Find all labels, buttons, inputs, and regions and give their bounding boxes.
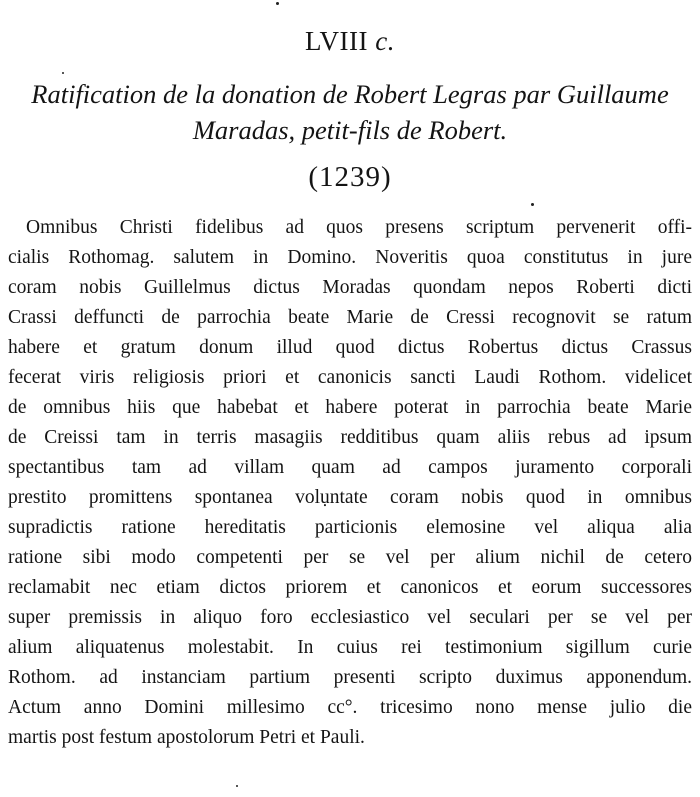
- charter-date: (1239): [308, 161, 392, 193]
- body-line: spectantibus tam ad villam quam ad campos juramento corporali: [8, 457, 692, 478]
- charter-title-line-2: Maradas, petit-fils de Robert.: [192, 115, 508, 145]
- body-line: habere et gratum donum illud quod dictus Robertus dictus Crassus: [8, 337, 692, 358]
- charter-number-suffix: c.: [375, 26, 395, 56]
- charter-title: [4, 76, 696, 148]
- scan-speck: [236, 785, 238, 787]
- charter-number: LVIII: [305, 26, 368, 56]
- charter-number-heading: [0, 26, 700, 56]
- body-line: super premissis in aliquo foro ecclesiastico vel seculari per se vel per: [8, 607, 692, 628]
- body-line: Omnibus Christi fidelibus ad quos presens scriptum pervenerit offi-: [26, 217, 692, 238]
- body-line: supradictis ratione hereditatis particionis elemosine vel aliqua alia: [8, 517, 692, 538]
- body-line: coram nobis Guillelmus dictus Moradas quondam nepos Roberti dicti: [8, 277, 692, 298]
- scan-speck: [276, 2, 279, 5]
- body-line: Crassi deffuncti de parrochia beate Marie de Cressi recognovit se ratum: [8, 307, 692, 328]
- body-line: prestito promittens spontanea volụntate coram nobis quod in omnibus: [8, 487, 692, 508]
- body-line: martis post festum apostolorum Petri et Pauli.: [8, 727, 365, 748]
- body-line: de omnibus hiis que habebat et habere poterat in parrochia beate Marie: [8, 397, 692, 418]
- body-line: cialis Rothomag. salutem in Domino. Noveritis quoa constitutus in jure: [8, 247, 692, 268]
- charter-body: [8, 213, 692, 753]
- body-line: de Creissi tam in terris masagiis redditibus quam aliis rebus ad ipsum: [8, 427, 692, 448]
- scan-speck: [531, 203, 534, 206]
- body-line: reclamabit nec etiam dictos priorem et canonicos et eorum successores: [8, 577, 692, 598]
- body-line: alium aliquatenus molestabit. In cuius rei testimonium sigillum curie: [8, 637, 692, 658]
- body-line: Actum anno Domini millesimo cc°. tricesimo nono mense julio die: [8, 697, 692, 718]
- body-line: ratione sibi modo competenti per se vel per alium nichil de cetero: [8, 547, 692, 568]
- body-line: fecerat viris religiosis priori et canonicis sancti Laudi Rothom. videlicet: [8, 367, 692, 388]
- charter-title-line-1: Ratification de la donation de Robert Legras par Guillaume: [31, 79, 669, 109]
- scan-speck: [62, 72, 64, 74]
- body-line: Rothom. ad instanciam partium presenti scripto duximus apponendum.: [8, 667, 692, 688]
